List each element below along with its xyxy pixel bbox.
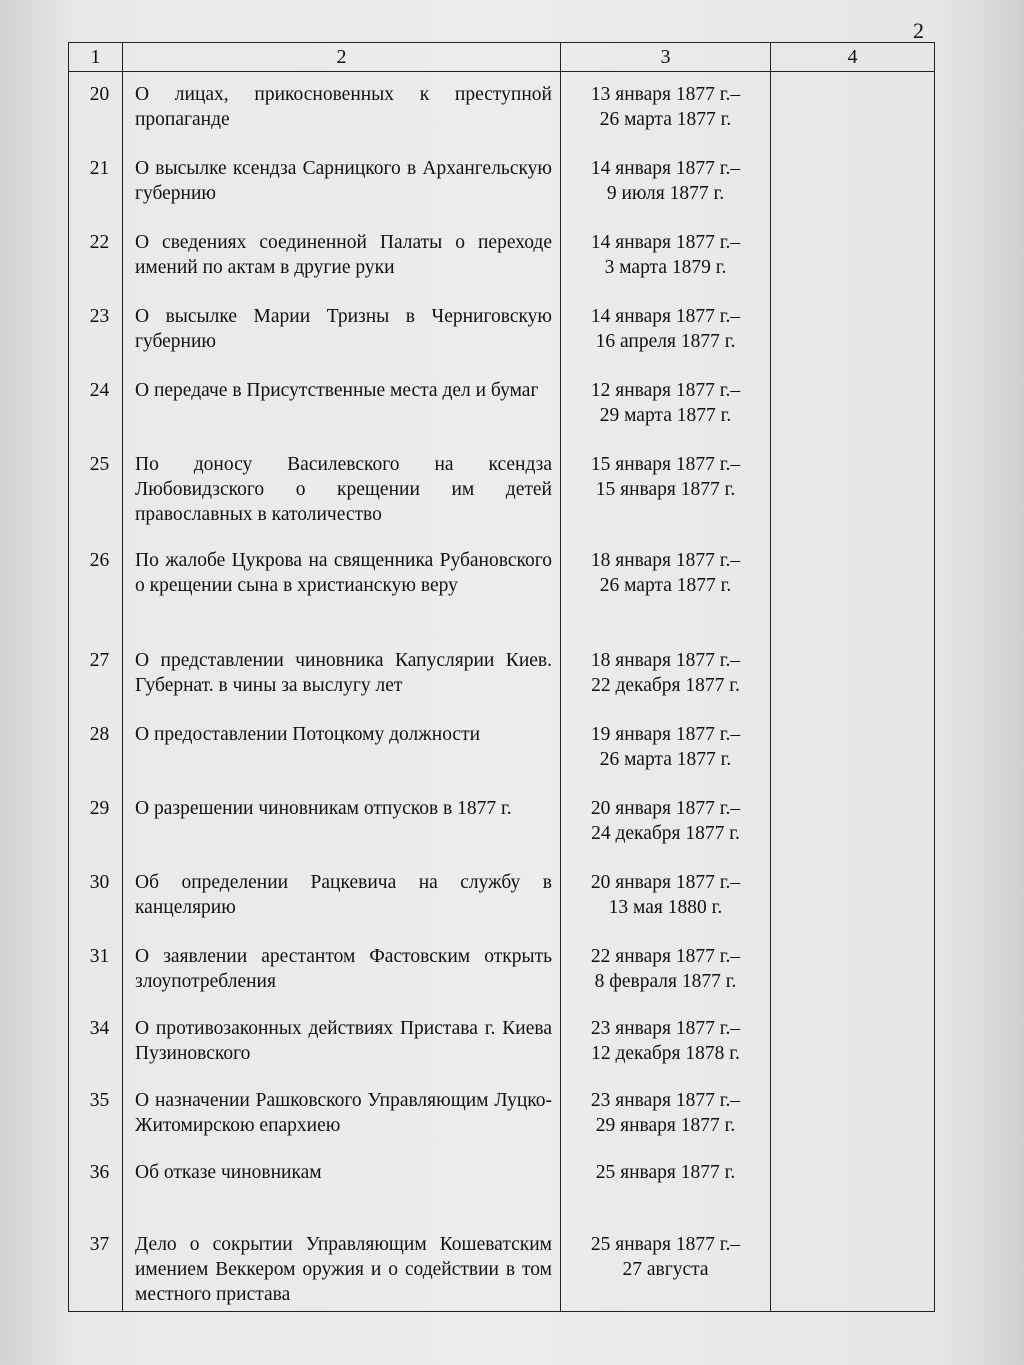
date-start: 15 января 1877 г.– (590, 453, 741, 475)
row-note (771, 72, 935, 146)
table-row (69, 1006, 935, 1078)
row-title: О противозаконных действиях Пристава г. Киева Пузиновского (123, 1006, 561, 1078)
row-title: О передаче в Присутственные места дел и бумаг (123, 368, 561, 442)
header-col-2: 2 (123, 43, 561, 72)
row-dates (561, 712, 771, 786)
inventory-table (68, 42, 935, 1312)
date-end: 24 декабря 1877 г. (591, 822, 740, 844)
date-start: 20 января 1877 г.– (590, 871, 741, 893)
row-number: 21 (69, 146, 123, 220)
date-end: 9 июля 1877 г. (606, 182, 725, 204)
row-number: 25 (69, 442, 123, 538)
row-title: О высылке Марии Тризны в Черниговскую губернию (123, 294, 561, 368)
header-col-1: 1 (69, 43, 123, 72)
table-row (69, 1078, 935, 1150)
table-row (69, 146, 935, 220)
date-end: 16 апреля 1877 г. (595, 330, 736, 352)
row-note (771, 1078, 935, 1150)
row-number: 29 (69, 786, 123, 860)
date-start: 13 января 1877 г.– (590, 84, 741, 105)
header-row (69, 43, 935, 72)
row-number: 34 (69, 1006, 123, 1078)
row-note (771, 1006, 935, 1078)
date-end: 27 августа (622, 1258, 709, 1280)
table-row (69, 934, 935, 1006)
row-note (771, 368, 935, 442)
header-col-4: 4 (771, 43, 935, 72)
date-end: 26 марта 1877 г. (599, 748, 732, 770)
date-end: 8 февраля 1877 г. (594, 970, 737, 992)
row-number: 37 (69, 1222, 123, 1312)
date-start: 14 января 1877 г.– (590, 231, 741, 253)
inventory-table-frame (68, 42, 934, 1314)
header-col-3: 3 (561, 43, 771, 72)
row-note (771, 1150, 935, 1222)
row-dates (561, 538, 771, 638)
row-number: 20 (69, 72, 123, 146)
date-start: 19 января 1877 г.– (590, 723, 741, 745)
row-title: Дело о сокрытии Управляющим Кошеватским имением Веккером оружия и о содействии в том местного пристава (123, 1222, 561, 1312)
date-start: 18 января 1877 г.– (590, 549, 741, 571)
row-dates (561, 1078, 771, 1150)
row-note (771, 220, 935, 294)
date-start: 23 января 1877 г.– (590, 1089, 741, 1111)
row-title: О разрешении чиновникам отпусков в 1877 г. (123, 786, 561, 860)
date-end: 26 марта 1877 г. (599, 574, 732, 596)
date-start: 14 января 1877 г.– (590, 157, 741, 179)
table-row (69, 294, 935, 368)
row-number: 35 (69, 1078, 123, 1150)
date-end: 22 декабря 1877 г. (591, 674, 740, 696)
date-end: 29 января 1877 г. (595, 1114, 736, 1136)
date-end: 3 марта 1879 г. (604, 256, 727, 278)
table-row (69, 860, 935, 934)
table-row (69, 442, 935, 538)
row-number: 23 (69, 294, 123, 368)
row-title: О высылке ксендза Сарницкого в Архангельскую губернию (123, 146, 561, 220)
row-dates (561, 442, 771, 538)
row-note (771, 934, 935, 1006)
row-note (771, 538, 935, 638)
date-start: 12 января 1877 г.– (590, 379, 741, 401)
table-row (69, 220, 935, 294)
row-number: 31 (69, 934, 123, 1006)
row-number: 22 (69, 220, 123, 294)
row-note (771, 442, 935, 538)
table-row (69, 638, 935, 712)
row-title: О заявлении арестантом Фастовским открыть злоупотребления (123, 934, 561, 1006)
row-dates (561, 146, 771, 220)
row-number: 26 (69, 538, 123, 638)
table-row (69, 712, 935, 786)
table-row (69, 786, 935, 860)
row-note (771, 1222, 935, 1312)
row-note (771, 860, 935, 934)
row-note (771, 638, 935, 712)
row-title: О представлении чиновника Капуслярии Киев. Губернат. в чины за выслугу лет (123, 638, 561, 712)
row-title: Об отказе чиновникам (123, 1150, 561, 1222)
row-number: 24 (69, 368, 123, 442)
table-row (69, 538, 935, 638)
date-start: 20 января 1877 г.– (590, 797, 741, 819)
date-end: 29 марта 1877 г. (599, 404, 732, 426)
row-dates (561, 1006, 771, 1078)
row-title: По жалобе Цукрова на священника Рубановского о крещении сына в христианскую веру (123, 538, 561, 638)
row-dates (561, 1222, 771, 1312)
row-dates (561, 220, 771, 294)
date-start: 23 января 1877 г.– (590, 1017, 741, 1039)
date-end: 12 декабря 1878 г. (591, 1042, 740, 1064)
table-row (69, 1150, 935, 1222)
row-dates (561, 1150, 771, 1222)
row-title: О сведениях соединенной Палаты о переходе имений по актам в другие руки (123, 220, 561, 294)
row-number: 30 (69, 860, 123, 934)
row-number: 36 (69, 1150, 123, 1222)
date-end: 15 января 1877 г. (595, 478, 736, 500)
row-dates (561, 786, 771, 860)
row-note (771, 146, 935, 220)
date-end: 26 марта 1877 г. (599, 109, 732, 130)
row-note (771, 294, 935, 368)
row-dates (561, 72, 771, 146)
table-row (69, 1222, 935, 1312)
row-title: О предоставлении Потоцкому должности (123, 712, 561, 786)
page-number: 2 (913, 18, 924, 43)
row-dates (561, 368, 771, 442)
row-title: Об определении Рацкевича на службу в канцелярию (123, 860, 561, 934)
date-start: 25 января 1877 г. (595, 1161, 736, 1183)
date-start: 22 января 1877 г.– (590, 945, 741, 967)
row-dates (561, 860, 771, 934)
row-note (771, 786, 935, 860)
date-end: 13 мая 1880 г. (608, 896, 723, 918)
table-row (69, 72, 935, 146)
row-dates (561, 638, 771, 712)
row-title: О лицах, прикосновенных к преступной пропаганде (123, 72, 561, 146)
row-number: 28 (69, 712, 123, 786)
row-dates (561, 934, 771, 1006)
row-title: По доносу Василевского на ксендза Любовидзского о крещении им детей православных в католичество (123, 442, 561, 538)
date-start: 25 января 1877 г.– (590, 1233, 741, 1255)
row-title: О назначении Рашковского Управляющим Луцко-Житомирскою епархиею (123, 1078, 561, 1150)
table-row (69, 368, 935, 442)
row-number: 27 (69, 638, 123, 712)
row-dates (561, 294, 771, 368)
date-start: 18 января 1877 г.– (590, 649, 741, 671)
date-start: 14 января 1877 г.– (590, 305, 741, 327)
row-note (771, 712, 935, 786)
